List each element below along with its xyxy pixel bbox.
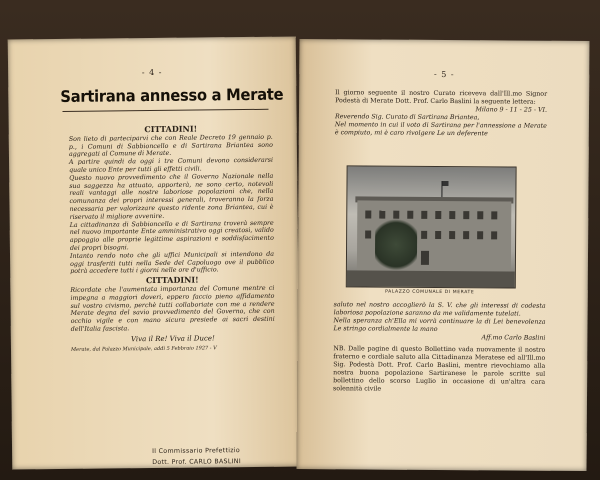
paragraph: Ricordate che l'aumentata importanza del Comune mentre ci impegna a maggiori doveri, eppero faccio pieno affidamento sul vostro civismo, perchè tutti collaboriate con me a rendere Merate degna del savio provvedimento del Governo, che con occhio vigile e con mano sicura presiede ai sacri destini dell'Italia fascista. — [70, 284, 275, 333]
heading-cittadini: CITTADINI! — [145, 274, 199, 286]
article-title: Sartirana annesso a Merate — [60, 84, 284, 106]
paragraph: La cittadinanza di Sabbioncello e di Sartirana troverà sempre nel nuovo importante Ente amministrativo oggi creatosi, valido appoggio alle proprie legittime aspirazioni e soddisfacimento dei propri bisogni. — [69, 219, 274, 252]
tree — [375, 215, 417, 275]
photo-caption: PALAZZO COMUNALE DI MERATE — [385, 289, 475, 296]
letter-closing: Nella speranza ch'Ella mi vorrà continuare la di Lei benevolenza Le stringo cordialmente la mano — [333, 317, 546, 333]
heading-cittadini: CITTADINI! — [144, 123, 198, 135]
signature-name: Dott. Prof. CARLO BASLINI — [152, 458, 242, 467]
left-page — [8, 37, 300, 470]
letter-continuation: saluto nel nostro accoglierò la S. V. che gli interessi di codesta laboriosa popolazione saranno da me validamente tutelati. — [333, 301, 546, 318]
paragraph: A partire quindi da oggi i tre Comuni devono considerarsi quale unico Ente per tutti gli effetti civili. — [69, 156, 274, 174]
letter-bottom — [333, 301, 546, 394]
paragraph: Son lieto di parteciparvi che con Reale Decreto 19 gennaio p. p., i Comuni di Sabbioncello e di Sartirana Briantea sono aggregati al Comune di Merate. — [68, 133, 273, 159]
flag — [442, 181, 448, 186]
letter-body: Nel momento in cui il voto di Sartirana per l'annessione a Merate è compiuto, mi è caro rivolgere Le un deferente — [334, 121, 547, 138]
letter-salutation: Reverendo Sig. Curato di Sartirana Briantea, — [334, 113, 480, 122]
page-number: - 5 - — [433, 69, 455, 80]
title-rule — [63, 109, 269, 112]
right-page — [297, 39, 590, 471]
intro-text: Il giorno seguente il nostro Curato riceveva dall'Ill.mo Signor Podestà di Merate Dott. Prof. Carlo Baslini la seguente lettera: — [335, 89, 548, 106]
paragraph: Intanto rendo noto che gli uffici Municipali si intendono da oggi trasferiti tutti nella Sede del Capoluogo ove il pubblico potrà accedere tutti i giorni nelle ore d'ufficio. — [69, 250, 275, 276]
letter-top — [335, 89, 547, 138]
letter-date: Milano 9 - 11 - 25 - VI. — [475, 106, 548, 114]
town-hall-photo — [346, 165, 517, 288]
ground — [347, 270, 515, 287]
letter-signature: Aff.mo Carlo Baslini — [481, 334, 546, 342]
proclamation-text — [69, 123, 275, 354]
paragraph: Questo nuovo provvedimento che il Governo Nazionale nella sua saggezza ha attuato, apporterà, ne sono certo, notevoli reali vantaggi alle nostre laboriose popolazioni che, nella comunanza dei propri interessi generali, troveranno la forza necessaria per valorizzare questo ridente zona Briantea, cui è riservato il migliore avvenire. — [69, 172, 274, 221]
nb-paragraph: NB. Dalle pagine di questo Bollettino vada nuovamente il nostro fraterno e cordiale saluto alla Cittadinanza Meratese ed all'Ill.mo Sig. Podestà Dott. Prof. Carlo Baslini, mentre rievochiamo alla nostra buona popolazione Sartiranese le parole scritte sul bollettino dello scorso Luglio in occasione di un'altra cara solennità civile — [333, 345, 546, 393]
page-number: - 4 - — [141, 67, 163, 78]
signature-title: Il Commissario Prefettizio — [152, 447, 241, 456]
dateline: Merate, dal Palazzo Municipale, addì 5 Febbraio 1927 - V — [70, 344, 217, 353]
viva-line: Viva il Re! Viva il Duce! — [130, 334, 215, 343]
